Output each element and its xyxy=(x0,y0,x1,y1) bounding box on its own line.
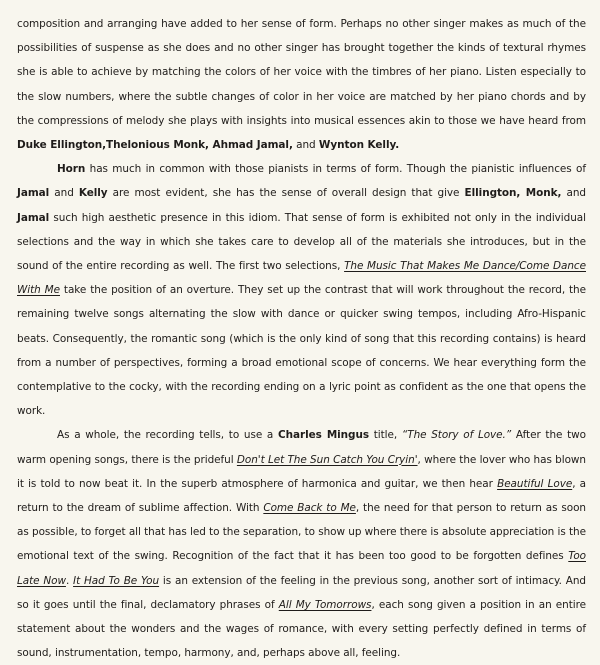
song-title: Come Back to Me xyxy=(263,502,356,515)
song-title: It Had To Be You xyxy=(73,574,160,587)
text-run: , where the lover who has blown it is told to now beat it. In the superb atmosphere of harmonica and guitar, we then hear xyxy=(17,453,586,490)
paragraph-2 xyxy=(17,157,586,423)
text-run: such high aesthetic presence in this idiom. That sense of form is exhibited not only in the individual selections and the way in which she takes care to develop all of the materials she introduces, but in the sound of the entire recording as well. The first two selections, xyxy=(17,211,586,273)
text-run: . xyxy=(65,574,74,587)
text-run: As a whole, the recording tells, to use a xyxy=(57,429,278,442)
text-run: After the two warm opening songs, there is the prideful xyxy=(17,429,586,466)
song-title: Beautiful Love xyxy=(497,477,573,490)
song-title: All My Tomorrows xyxy=(278,598,372,611)
song-title: The Music That Makes Me Dance/Come Dance With Me xyxy=(17,260,586,297)
bold-name: Jamal xyxy=(17,187,50,200)
song-title: Don't Let The Sun Catch You Cryin' xyxy=(236,453,418,466)
bold-name: Wynton Kelly. xyxy=(318,139,400,152)
text-run: are most evident, she has the sense of overall design that give xyxy=(107,187,465,200)
text-run: title, xyxy=(369,429,402,442)
text-run: and xyxy=(561,187,586,200)
bold-name: Jamal xyxy=(17,211,50,224)
text-run: , the need for that person to return as soon as possible, to forget all that has led to the separation, to show up where there is absolute appreciation is the emotional text of the swing. Recognition of the fact that it has been too good to be forgotten defines xyxy=(17,502,586,563)
text-run: is an extension of the feeling in the previous song, another sort of intimacy. And so it goes until the final, declamatory phrases of xyxy=(17,574,586,611)
text-run: take the position of an overture. They set up the contrast that will work throughout the record, the remaining twelve songs alternating the slow with dance or quicker swing tempos, including Afro-Hispanic beats. Consequently, the romantic song (which is the only kind of song that this recording contains) is heard from a number of perspectives, forming a broad emotional scope of concerns. We hear everything form the contemplative to the cocky, with the recording ending on a lyric point as confident as the one that opens the work. xyxy=(17,284,586,418)
paragraph-3 xyxy=(17,423,586,665)
bold-name: Kelly xyxy=(78,187,108,200)
text-run: , a return to the dream of sublime affection. With xyxy=(17,477,587,515)
bold-name: Ellington, Monk, xyxy=(464,187,562,200)
song-title: Too Late Now xyxy=(17,550,586,587)
text-run: , each song given a position in an entire statement about the wonders and the wages of romance, with every setting perfectly defined in terms of sound, instrumentation, tempo, harmony, and, perhaps above all, feeling. xyxy=(17,598,586,660)
text-run: composition and arranging have added to her sense of form. Perhaps no other singer makes as much of the possibilities of suspense as she does and no other singer has brought together the kinds of textural rhymes she is able to achieve by matching the colors of her voice with the timbres of her piano. Listen especially to the slow numbers, where the subtle changes of color in her voice are matched by her piano chords and by the compressions of melody she plays with insights into musical essences akin to those we have heard from xyxy=(17,18,586,127)
text-run: has much in common with those pianists in terms of form. Though the pianistic influences of xyxy=(85,163,586,176)
bold-name: Horn xyxy=(57,163,86,176)
bold-name: Duke Ellington,Thelonious Monk, Ahmad Jamal, xyxy=(17,139,293,152)
paragraph-1 xyxy=(17,12,586,157)
text-run: and xyxy=(292,139,319,152)
text-run: and xyxy=(49,187,79,200)
quoted-title: “The Story of Love.” xyxy=(401,429,512,442)
bold-name: Charles Mingus xyxy=(277,429,370,442)
